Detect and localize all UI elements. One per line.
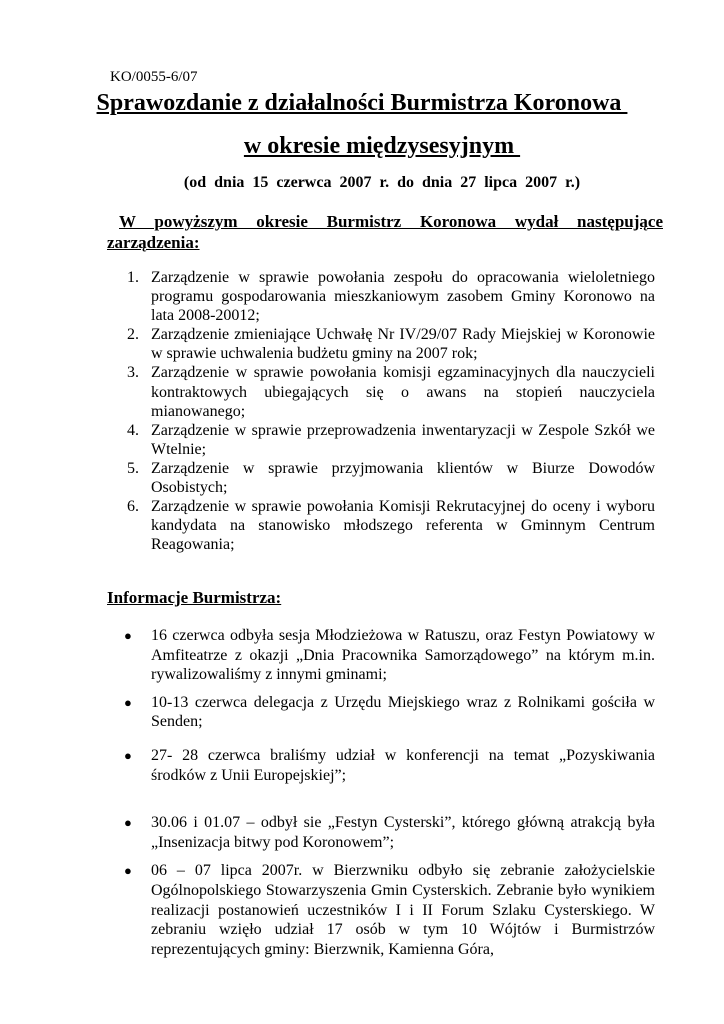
order-item bbox=[107, 268, 655, 325]
orders-intro bbox=[107, 211, 663, 253]
order-text: Zarządzenie zmieniające Uchwałę Nr IV/29/07 Rady Miejskiej w Koronowie w sprawie uchwalenia budżetu gminy na 2007 rok; bbox=[151, 326, 655, 363]
info-heading: Informacje Burmistrza: bbox=[107, 588, 282, 607]
info-text: 30.06 i 01.07 – odbył sie „Festyn Cysterski”, którego główną atrakcją była „Insenizacja bitwy pod Koronowem”; bbox=[151, 814, 655, 851]
order-item bbox=[107, 363, 655, 420]
info-text: 06 – 07 lipca 2007r. w Bierzwniku odbyło się zebranie założycielskie Ogólnopolskiego Stowarzyszenia Gmin Cysterskich. Zebranie było wynikiem realizacji postanowień uczestników I i II Forum Szlaku Cysterskiego. W zebraniu wzięło udział 17 osób w tym 10 Wójtów i Burmistrzów reprezentujących gminy: Bierzwnik, Kamienna Góra, bbox=[151, 862, 655, 958]
document-title-line2: w okresie międzysesyjnym bbox=[243, 133, 521, 159]
order-number: 1. bbox=[127, 269, 139, 286]
info-text: 10-13 czerwca delegacja z Urzędu Miejskiego wraz z Rolnikami gościła w Senden; bbox=[151, 693, 655, 731]
order-number: 5. bbox=[127, 459, 139, 477]
document-title bbox=[0, 88, 724, 118]
info-list bbox=[107, 626, 655, 959]
order-text: Zarządzenie w sprawie przyjmowania klientów w Biurze Dowodów Osobistych; bbox=[151, 459, 655, 497]
order-item bbox=[107, 497, 655, 554]
order-text: Zarządzenie w sprawie powołania Komisji Rekrutacyjnej do oceny i wyboru kandydata na stanowisko młodszego referenta w Gminnym Centrum Reagowania; bbox=[151, 498, 655, 554]
orders-intro-line2: zarządzenia: bbox=[107, 233, 200, 252]
order-item bbox=[107, 325, 655, 363]
info-item bbox=[107, 746, 655, 785]
order-item bbox=[107, 421, 655, 459]
info-item bbox=[107, 813, 655, 852]
bullet-icon: ● bbox=[124, 815, 132, 831]
info-text: 27- 28 czerwca braliśmy udział w konferencji na temat „Pozyskiwania środków z Unii Europejskiej”; bbox=[151, 746, 655, 784]
info-item bbox=[107, 861, 655, 959]
order-text: Zarządzenie w sprawie powołania zespołu do opracowania wieloletniego programu gospodarowania mieszkaniowym zasobem Gminy Koronowo na lata 2008-20012; bbox=[151, 269, 655, 325]
orders-list bbox=[107, 268, 655, 554]
order-number: 6. bbox=[127, 498, 139, 516]
document-reference-number: KO/0055-6/07 bbox=[110, 69, 198, 85]
bullet-icon: ● bbox=[124, 747, 132, 763]
bullet-icon: ● bbox=[124, 863, 132, 879]
order-number: 4. bbox=[127, 421, 139, 439]
info-item bbox=[107, 693, 655, 732]
order-number: 2. bbox=[127, 326, 139, 344]
order-number: 3. bbox=[127, 364, 139, 382]
info-item bbox=[107, 626, 655, 685]
info-text: 16 czerwca odbyła sesja Młodzieżowa w Ratuszu, oraz Festyn Powiatowy w Amfiteatrze z okazji „Dnia Pracownika Samorządowego” na którym m.in. rywalizowaliśmy z innymi gminami; bbox=[151, 627, 655, 684]
bullet-icon: ● bbox=[124, 694, 132, 710]
reporting-period: (od dnia 15 czerwca 2007 r. do dnia 27 lipca 2007 r.) bbox=[183, 174, 581, 191]
orders-intro-line1: W powyższym okresie Burmistrz Koronowa wydał następujące bbox=[119, 212, 663, 231]
order-text: Zarządzenie w sprawie powołania komisji egzaminacyjnych dla nauczycieli kontraktowych ubiegających się o awans na stopień nauczyciela mianowanego; bbox=[151, 364, 655, 420]
order-item bbox=[107, 459, 655, 497]
document-title-line1: Sprawozdanie z działalności Burmistrza Koronowa bbox=[96, 90, 628, 116]
order-text: Zarządzenie w sprawie przeprowadzenia inwentaryzacji w Zespole Szkół we Wtelnie; bbox=[151, 421, 655, 458]
document-subtitle bbox=[0, 131, 724, 161]
bullet-icon: ● bbox=[124, 628, 132, 643]
